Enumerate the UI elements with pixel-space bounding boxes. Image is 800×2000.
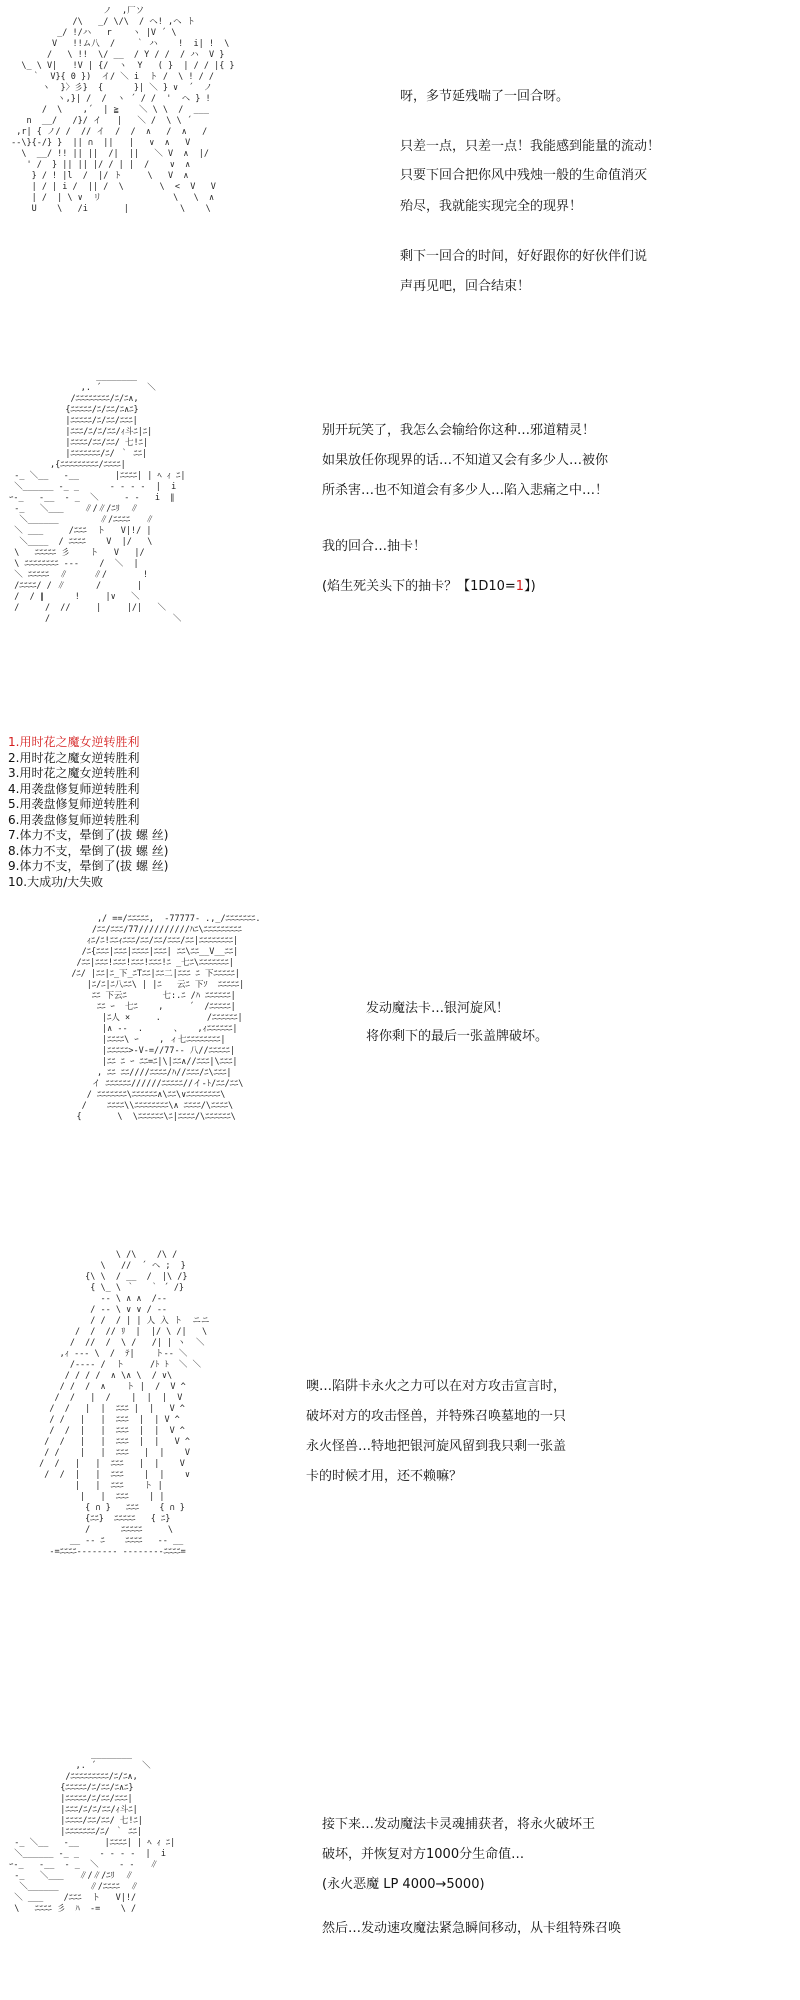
dialogue-line: 别开玩笑了，我怎么会输给你这种…邪道精灵！ xyxy=(322,423,596,438)
dialogue-line: 破坏，并恢复对方1000分生命值… xyxy=(322,1847,525,1862)
dialogue-line: 噢…陷阱卡永火之力可以在对方攻击宣言时， xyxy=(306,1379,567,1394)
dice-roll-prefix: (焰生死关头下的抽卡？【1D10= xyxy=(322,579,516,594)
dice-roll-value: 1 xyxy=(515,579,525,594)
roll-outcome-item: 1.用时花之魔女逆转胜利 xyxy=(8,735,140,749)
roll-outcome-item: 9.体力不支，晕倒了(拔 螺 丝) xyxy=(8,859,169,873)
dialogue-line: 将你剩下的最后一张盖牌破坏。 xyxy=(366,1029,549,1044)
panel-2 xyxy=(0,360,800,900)
dialogue-line: 剩下一回合的时间，好好跟你的好伙伴们说 xyxy=(400,249,648,264)
dialogue-line: 然后…发动速攻魔法紧急瞬间移动，从卡组特殊召唤 xyxy=(322,1921,622,1936)
dialogue-line: 如果放任你现界的话…不知道又会有多少人…被你 xyxy=(322,453,609,468)
dialogue-line: 卡的时候才用，还不赖嘛？ xyxy=(306,1469,463,1484)
roll-outcome-item: 6.用袭盘修复师逆转胜利 xyxy=(8,812,140,827)
roll-outcome-item: 3.用时花之魔女逆转胜利 xyxy=(8,766,140,780)
dialogue-line: 呀，多节延残喘了一回合呀。 xyxy=(400,89,570,104)
roll-outcome-item: 7.体力不支，晕倒了(拔 螺 丝) xyxy=(8,828,169,842)
roll-outcome-table xyxy=(8,735,168,890)
roll-outcome-item: 10.大成功/大失败 xyxy=(8,874,104,889)
panel-5 xyxy=(0,1730,800,2000)
dialogue-line: 破坏对方的攻击怪兽，并特殊召唤墓地的一只 xyxy=(306,1409,567,1424)
roll-outcome-item: 4.用袭盘修复师逆转胜利 xyxy=(8,781,140,796)
dialogue-line: 声再见吧，回合结束！ xyxy=(400,279,531,294)
ascii-art-girl: ________ ,. ´ ＼ /ﾆﾆﾆﾆﾆﾆﾆﾆ/ﾆ/ﾆ∧, {ﾆﾆﾆﾆﾆ/ﾆ/ﾆﾆ/ﾆ∧ﾆ} |ﾆﾆﾆﾆﾆ/ﾆ/ﾆﾆ/ﾆﾆﾆ| |ﾆﾆﾆ/ﾆ/ﾆ/ﾆﾆ/ｨ斗ﾆ|ﾆ| |ﾆﾆﾆﾆ/ﾆﾆ/ﾆﾆ/ 七!ﾆ| |ﾆﾆﾆﾆﾆﾆﾆ/ﾆ/ ｀ ﾆﾆ| ,{ﾆﾆﾆﾆﾆﾆﾆﾆﾆ/ﾆﾆﾆﾆ| -_ ＼__ ‐__ |ﾆﾆﾆﾆ| | ﾍ ｨ ﾆ| ＼______ ‐_ _ ‐ ‐ ‐ ‐ | i ｰ-_ ‐__ ‐ _ ＼ ‐ ‐ i ∥ ‐_ ＼___ ∥/∥/ﾆﾘ ∥ ＼______ ∥/ﾆﾆﾆﾆ ∥ ＼ ___ /ﾆﾆﾆ ト V|!/ | ＼____ / ﾆﾆﾆﾆ V |/ \ \ ﾆﾆﾆﾆﾆ 彡 ト V |/ \ ﾆﾆﾆﾆﾆﾆﾆﾆ --- / ＼ | ＼ ﾆﾆﾆﾆﾆ ∥ ∥/ ! /ﾆﾆﾆﾆ/ / ∥ / | / / ∥ ! |∨ ＼ / / // | |/| ＼ / ＼ xyxy=(9,372,186,624)
dialogue-line: 永火怪兽…特地把银河旋风留到我只剩一张盖 xyxy=(306,1439,567,1454)
panel-1 xyxy=(0,0,800,360)
dialogue-line: 所杀害…也不知道会有多少人…陷入悲痛之中…！ xyxy=(322,483,609,498)
ascii-art-girl-casting: ,/ ==/ﾆﾆﾆﾆﾆ, -77777‐ .,_/ﾆﾆﾆﾆﾆﾆﾆ. /ﾆﾆ/ﾆﾆﾆ/77//////////ﾊﾆ\ﾆﾆﾆﾆﾆﾆﾆﾆﾆ ｨﾆ/ﾆ!ﾆﾆｨﾆﾆﾆ/ﾆﾆ/ﾆﾆ/ﾆﾆﾆ/ﾆﾆ|ﾆﾆﾆﾆﾆﾆﾆﾆ| /ﾆ{ﾆﾆﾆ|ﾆﾆﾆ|ﾆﾆﾆﾆ|ﾆﾆﾆ| ﾆﾆ\ﾆﾆ__V__ﾆﾆ| /ﾆﾆ|ﾆﾆﾆ!ﾆﾆﾆ!ﾆﾆﾆ!ﾆﾆﾆ!ﾆ _七ﾆ\ﾆﾆﾆﾆﾆﾆﾆ| /ﾆ/ |ﾆﾆ|ﾆ_下_ﾆTﾆﾆ|ﾆﾆ二|ﾆﾆﾆ ﾆ 下ﾆﾆﾆﾆﾆ| |ﾆ/ﾆ|ﾆ八ﾆﾆ\ | |ﾆ 云ﾆ 下ｿ ﾆﾆﾆﾆﾆ| ﾆﾆ 下云ﾆ 七:.ﾆ /ﾊ ﾆﾆﾆﾆﾆﾆ| ﾆﾆ ｰ 七ﾆ , ´ /ﾆﾆﾆﾆﾆ| |ﾆ人 × . /ﾆﾆﾆﾆﾆﾆ| |∧ ‐‐ . 、 ,ｨﾆﾆﾆﾆﾆﾆ| |ﾆﾆﾆﾆ\ ｰ , ィ七ﾆﾆﾆﾆﾆﾆﾆﾆ| |ﾆﾆﾆﾆﾆ>‐V‐=//77-- 八//ﾆﾆﾆﾆﾆ| |ﾆﾆ ﾆ ｰ ﾆﾆ=ﾆ|\|ﾆﾆ∧//ﾆﾆﾆ|\ﾆﾆﾆ| , ﾆﾆ ﾆﾆ////ﾆﾆﾆﾆ/ﾊ//ﾆﾆﾆ/ﾆ\ﾆﾆﾆ| イ ﾆﾆﾆﾆﾆﾆ//////ﾆﾆﾆﾆﾆ//イ-ﾄ/ﾆﾆ/ﾆﾆ\ / ﾆﾆﾆﾆﾆﾆﾆ\ﾆﾆﾆﾆﾆﾆ∧\ﾆﾆ\∨ﾆﾆﾆﾆﾆﾆﾆﾆ\ / ﾆﾆﾆﾆ\\ﾆﾆﾆﾆﾆﾆﾆﾆ\∧ ﾆﾆﾆﾆ/\ﾆﾆﾆﾆ\ { \ \ﾆﾆﾆﾆﾆﾆ\ﾆ|ﾆﾆﾆﾆ/\ﾆﾆﾆﾆﾆﾆ\ xyxy=(71,914,261,1122)
dialogue-line: 接下来…发动魔法卡灵魂捕获者，将永火破坏王 xyxy=(322,1817,596,1832)
dialogue-line: 发动魔法卡…银河旋风！ xyxy=(366,1001,510,1016)
dialogue-line: (永火恶魔 LP 4000→5000) xyxy=(322,1877,485,1892)
panel-4 xyxy=(0,1230,800,1730)
dice-roll-suffix: 】) xyxy=(524,579,536,594)
dice-roll-line xyxy=(322,578,536,596)
panel-3 xyxy=(0,900,800,1230)
dialogue-line: 我的回合…抽卡！ xyxy=(322,539,427,554)
dialogue-line: 殆尽，我就能实现完全的现界！ xyxy=(400,199,583,214)
dialogue-line: 只要下回合把你风中残烛一般的生命值消灭 xyxy=(400,168,648,183)
dialogue-line: 只差一点，只差一点！我能感到能量的流动！ xyxy=(400,139,661,154)
ascii-art-demon: ノ ,厂ソ /\ _/ \/\ / ヘ! ,ヘ ト _/ !/ハ r ヽ |V ´ \ V !!ム八 / ｀ ハ ! i| ! \ / \ !! \/ __ / Y / / / ハ V } \_ \ V| !V | {/ ヽ Y ( } | / / |{ } ｀ V}{ 0 }) イ/ ＼ i ト / \ ! / / ヽ }〉彡} { }| ＼ } ∨ ´ ノ ヽ,}| / / ヽ ´ / / ' ヘ } ! / \ ,´ | ≧ ＼ \ \ / ___ n __/ /}/ イ | ＼ / \ \ ´ ,r| { ノ/ / // イ / / ∧ / ∧ / --\}{-/} } || ∩ || | ∨ ∧ V \ __/ !! || || /| || ＼ V ∧ |/ ' / } || || |/ / | | / ∨ ∧ } / ! |l / |/ ト \ V ∧ | / | i / || / \ \ < V V | / | \ ∨ リ \ \ ∧ U \ /i | \ \ xyxy=(11,6,235,214)
ascii-art-girl-2: ________ ,. ´ ＼ /ﾆﾆﾆﾆﾆﾆﾆﾆﾆ/ﾆ/ﾆ∧, {ﾆﾆﾆﾆﾆ/ﾆ/ﾆﾆ/ﾆ∧ﾆ} |ﾆﾆﾆﾆﾆ/ﾆ/ﾆﾆ/ﾆﾆﾆ| |ﾆﾆﾆ/ﾆ/ﾆ/ﾆﾆ/ｨ斗ﾆ| |ﾆﾆﾆﾆ/ﾆﾆ/ﾆﾆ/ 七!ﾆ| |ﾆﾆﾆﾆﾆﾆﾆ/ﾆ/ ｀ ﾆﾆ| -_ ＼__ ‐__ |ﾆﾆﾆﾆ| | ﾍ ｨ ﾆ| ＼______ ‐_ _ ‐ ‐ ‐ ‐ | i ｰ-_ ‐__ ‐ _ ＼ ‐ ‐ ∥ ‐_ ＼___ ∥/∥/ﾆﾘ ∥ ＼______ ∥/ﾆﾆﾆﾆ ∥ ＼ ___ /ﾆﾆﾆ ト V|!/ \ ﾆﾆﾆﾆ 彡 ﾊ ‐= \ / xyxy=(9,1750,176,1914)
roll-outcome-item: 2.用时花之魔女逆转胜利 xyxy=(8,750,140,765)
roll-outcome-item: 5.用袭盘修复师逆转胜利 xyxy=(8,797,140,811)
ascii-art-demon-body: \ /\ /\ / \ // ´ ヘ ; } {\ \ / __ / |\ /} { \_ \ ｀ ｀ ´ /} ‐‐ \ ∧ ∧ /‐‐ / ‐‐ \ ∨ ∨ / ‐‐ / / / | | 人 入 ト ニニ / / // ﾘ | |/ \ /| \ / // / \ / /| | ヽ ＼ ,ｨ ‐‐‐ \ / ﾃ| ト‐‐ ＼ /‐‐‐‐ / ト /ﾄ ﾄ ＼ ＼ / / / / ∧ \∧ \ / ∨\ / / / ∧ ト | / V ^ / / | / | | | V / / | | ﾆﾆﾆ | | V ^ / / | | ﾆﾆﾆ | | V ^ / / | | ﾆﾆﾆ | | V ^ / / | | ﾆﾆﾆ | | V ^ / / | | ﾆﾆﾆ | | V / / | | ﾆﾆﾆ | | V / / | | ﾆﾆﾆ | | ∨ | | ﾆﾆﾆ ト | | | ﾆﾆﾆ | | { ∩ } ﾆﾆﾆ { ∩ } {ﾆﾆ} ﾆﾆﾆﾆﾆ { ﾆ} / ﾆﾆﾆﾆﾆ \ __ ‐‐ ﾆ ﾆﾆﾆﾆ ‐‐ __ ‐=ﾆﾆﾆﾆ‐‐‐‐‐‐‐‐ ‐‐‐‐‐‐‐‐ﾆﾆﾆﾆ= xyxy=(39,1250,210,1557)
roll-outcome-item: 8.体力不支，晕倒了(拔 螺 丝) xyxy=(8,843,169,858)
